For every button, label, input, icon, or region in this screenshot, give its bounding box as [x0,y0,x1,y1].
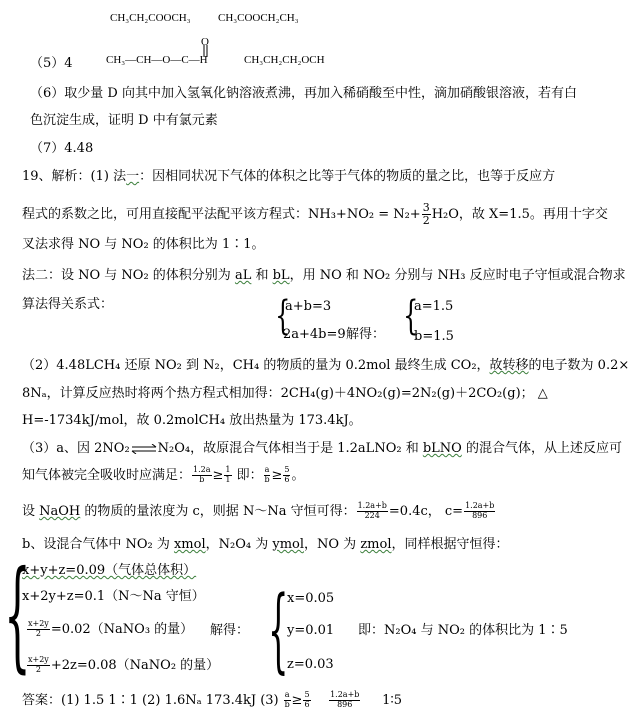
part-2-line-2: 8Nₐ，计算反应热时将两个热方程式相加得：2CH₄(g)＋4NO₂(g)=2N₂(g)＋2CO₂(g)； △ [22,386,548,401]
ester-structure-1: CH₃CH₂COOCH₃ [110,12,191,24]
item-7-answer: （7）4.48 [30,141,94,156]
solution-z: z=0.03 [287,657,334,672]
system-equation-4: $\frac{x+2y}{2}$ +2z=0.08（NaNO₂ 的量） [28,655,220,674]
solve-label-2: 解得： [210,623,250,638]
equilibrium-arrow-icon [130,444,158,454]
solution-y: y=0.01 [287,623,335,638]
carbonyl-oxygen: O [201,36,209,48]
answer-line: 答案：(1) 1.5 1∶1 (2) 1.6Nₐ 173.4kJ (3) $\frac{a}{b}$ ≥ $\frac{5}{6}$ $\frac{1.2a+b}{896}$ 1∶5 [22,690,403,709]
item-6-line-1: （6）取少量 D 向其中加入氢氧化钠溶液煮沸，再加入稀硝酸至中性，滴加硝酸银溶液，若有白 [30,86,577,101]
part-3a-line-3: 设 NaOH 的物质的量浓度为 c，则据 N～Na 守恒可得： $\frac{1.2a+b}{224}$ =0.4c， c= $\frac{1.2a+b}{896}$ [22,501,495,520]
system-equation-3: $\frac{x+2y}{2}$ =0.02（NaNO₃ 的量） [28,619,194,638]
method-2-line-1: 法二：设 NO 与 NO₂ 的体积分别为 aL 和 bL，用 NO 和 NO₂ 分别与 NH₃ 反应时电子守恒或混合物求 [22,268,626,283]
volume-ratio-conclusion: 即：N₂O₄ 与 NO₂ 的体积比为 1∶5 [358,623,568,638]
left-brace-icon: { [268,576,289,683]
left-brace-icon: { [4,546,31,685]
solution-b: b=1.5 [414,329,454,344]
ether-structure: CH₃CH₂CH₂OCH [244,54,325,66]
equation-2: 2a+4b=9 [283,327,346,342]
item-6-line-2: 色沉淀生成，证明 D 中有氯元素 [30,113,218,128]
left-brace-icon: { [403,293,419,339]
q19-line-3: 叉法求得 NO 与 NO₂ 的体积比为 1∶1。 [22,237,265,252]
equation-1: a+b=3 [285,299,332,314]
solution-a: a=1.5 [414,299,454,314]
q19-line-2: 程式的系数之比，可用直接配平法配平该方程式：NH₃+NO₂ = N₂+ $\frac{3}{2}$ H₂O，故 X=1.5。再用十字交 [22,201,608,228]
left-brace-icon: { [275,293,291,339]
solve-label: 解得： [346,327,386,342]
part-3a-line-2: 知气体被完全吸收时应满足： $\frac{1.2a}{b}$ ≥ $\frac{1}{1}$ 即： $\frac{a}{b}$ ≥ $\frac{5}{6}$ 。 [22,465,305,484]
item-5-answer: （5）4 [30,56,73,71]
solution-x: x=0.05 [287,591,335,606]
part-2-line-1: （2）4.48LCH₄ 还原 NO₂ 到 N₂，CH₄ 的物质的量为 0.2mol 最终生成 CO₂，故转移的电子数为 0.2× [22,358,630,373]
part-3b-line-1: b、设混合气体中 NO₂ 为 xmol，N₂O₄ 为 ymol，NO 为 zmol，同样根据守恒得： [22,537,509,552]
method-2-line-2: 算法得关系式： [22,297,114,312]
part-2-line-3: H=-1734kJ/mol，故 0.2molCH₄ 放出热量为 173.4kJ。 [22,413,362,428]
system-equation-1: x+y+z=0.09（气体总体积） [22,563,197,578]
q19-line-1: 19、解析：(1) 法一：因相同状况下气体的体积之比等于气体的物质的量之比，也等于反应方 [22,169,556,184]
system-equation-2: x+2y+z=0.1（N～Na 守恒） [22,589,205,604]
ester-structure-2: CH₃COOCH₂CH₃ [218,12,299,24]
part-3a-line-1: （3）a、因 2NO₂ N₂O₄，故原混合气体相当于是 1.2aLNO₂ 和 bLNO 的混合气体，从上述反应可 [22,441,622,456]
formate-structure: CH₃—CH—O—C—H [106,54,208,66]
